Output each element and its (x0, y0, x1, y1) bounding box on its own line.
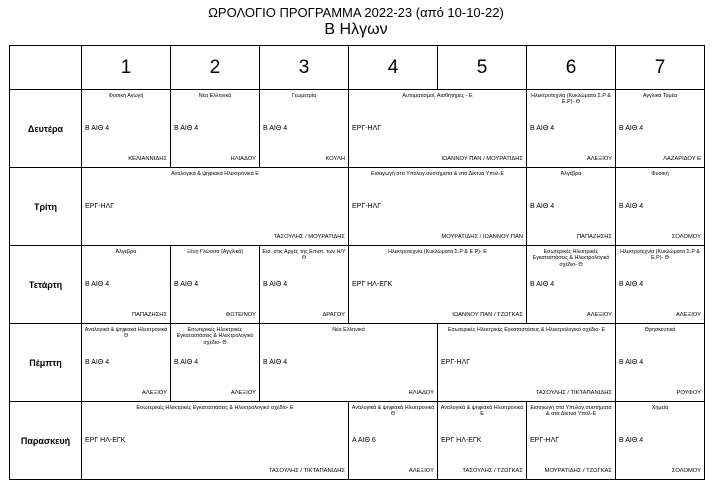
lesson-content (349, 90, 526, 167)
lesson-teacher: ΤΑΣΟΥΛΗΣ / ΤΖΩΓΚΑΣ (462, 468, 523, 475)
lesson-content (349, 402, 437, 479)
day-name: Τρίτη (10, 168, 82, 246)
lesson-subject: Φυσική Αγωγή (108, 93, 144, 99)
lesson-cell (527, 402, 616, 480)
lesson-content (438, 324, 615, 401)
period-header: 3 (260, 46, 349, 90)
lesson-cell (260, 324, 438, 402)
lesson-content (82, 402, 348, 479)
lesson-subject: Αναλογικά & ψηφιακά Ηλεκτρονικά Ε (171, 171, 259, 177)
lesson-teacher: ΗΛΙΑΔΟΥ (408, 390, 434, 397)
lesson-room: Β ΑΙΘ 4 (530, 281, 555, 288)
lesson-cell (82, 324, 171, 402)
lesson-subject: Ηλεκτροτεχνία (Κυκλώματα Σ.Ρ & Ε.Ρ)- Θ (620, 249, 700, 262)
lesson-subject: Ηλεκτροτεχνία (Κυκλώματα Σ.Ρ & Ε.Ρ)- Θ (531, 93, 611, 106)
lesson-subject: Νέα Ελληνικά (332, 327, 365, 333)
lesson-subject: Αγγλικά Τομέα (642, 93, 678, 99)
lesson-room: Β ΑΙΘ 4 (263, 125, 288, 132)
lesson-subject: Αναλογικά & ψηφιακά Ηλεκτρονικά Ε (440, 405, 524, 418)
lesson-content (616, 168, 704, 245)
lesson-content (349, 168, 526, 245)
period-header: 2 (171, 46, 260, 90)
lesson-content (171, 246, 259, 323)
lesson-room: Β ΑΙΘ 4 (530, 125, 555, 132)
lesson-room: Β ΑΙΘ 4 (85, 125, 110, 132)
lesson-cell (171, 90, 260, 168)
lesson-subject: Ηλεκτροτεχνία (Κυκλώματα Σ.Ρ & Ε.Ρ)- Ε (388, 249, 487, 255)
lesson-subject: Εσωτερικές Ηλεκτρικές Εγκαταστάσεις & Ηλεκτρολογικό σχέδιο- Θ (176, 327, 254, 346)
lesson-room: Β ΑΙΘ 4 (263, 359, 288, 366)
lesson-room: Β ΑΙΘ 4 (85, 359, 110, 366)
lesson-room: Β ΑΙΘ 4 (174, 281, 199, 288)
lesson-teacher: ΛΑΖΑΡΙΔΟΥ Ε (663, 156, 701, 163)
lesson-teacher: ΚΟΥΛΗ (325, 156, 345, 163)
lesson-content (82, 168, 348, 245)
lesson-teacher: ΤΑΣΟΥΛΗΣ / ΤΙΚΤΑΠΑΝΙΔΗΣ (535, 390, 612, 397)
period-header: 7 (616, 46, 705, 90)
lesson-content (527, 90, 615, 167)
lesson-teacher: ΗΛΙΑΔΟΥ (230, 156, 256, 163)
lesson-teacher: ΠΑΠΑΖΗΣΗΣ (576, 234, 612, 241)
lesson-subject: Θρησκευτικά (644, 327, 676, 333)
lesson-teacher: ΤΑΣΟΥΛΗΣ / ΤΙΚΤΑΠΑΝΙΔΗΣ (268, 468, 345, 475)
page-title: ΩΡΟΛΟΓΙΟ ΠΡΟΓΡΑΜΜΑ 2022-23 (από 10-10-22) (208, 5, 504, 20)
lesson-content (527, 168, 615, 245)
lesson-teacher: ΑΛΕΞΙΟΥ (586, 312, 612, 319)
lesson-teacher: ΦΩΤΕΙΝΟΥ (225, 312, 256, 319)
lesson-content (527, 402, 615, 479)
lesson-teacher: ΡΟΥΦΟΥ (676, 390, 701, 397)
lesson-subject: Εσωτερικές Ηλεκτρικές Εγκαταστάσεις & Ηλεκτρολογικό σχέδιο- Ε (136, 405, 294, 411)
lesson-teacher: ΣΟΛΟΜΟΥ (671, 468, 701, 475)
lesson-cell (616, 246, 705, 324)
day-name: Τετάρτη (10, 246, 82, 324)
lesson-subject: Άλγεβρα (115, 249, 137, 255)
period-header: 4 (349, 46, 438, 90)
lesson-teacher: ΣΟΛΟΜΟΥ (671, 234, 701, 241)
lesson-teacher: ΑΛΕΞΙΟΥ (141, 390, 167, 397)
lesson-cell (349, 402, 438, 480)
lesson-cell (616, 402, 705, 480)
lesson-content (438, 402, 526, 479)
period-header: 5 (438, 46, 527, 90)
lesson-room: ΕΡΓ ΗΛ-ΕΓΚ (352, 281, 393, 288)
lesson-cell (82, 90, 171, 168)
corner-cell (10, 46, 82, 90)
lesson-room: ΕΡΓ ΗΛ-ΕΓΚ (85, 437, 126, 444)
day-row (10, 324, 705, 402)
lesson-subject: Άλγεβρα (560, 171, 582, 177)
lesson-teacher: ΑΛΕΞΙΟΥ (675, 312, 701, 319)
lesson-room: Β ΑΙΘ 4 (85, 281, 110, 288)
lesson-teacher: ΜΟΥΡΑΤΙΔΗΣ / ΤΖΩΓΚΑΣ (544, 468, 612, 475)
lesson-cell (171, 324, 260, 402)
lesson-content (82, 90, 170, 167)
lesson-content (616, 402, 704, 479)
day-name: Παρασκευή (10, 402, 82, 480)
lesson-content (171, 324, 259, 401)
lesson-teacher: ΔΡΑΓΟΥ (322, 312, 345, 319)
lesson-room: Α ΑΙΘ 6 (352, 437, 376, 444)
lesson-room: ΕΡΓ-ΗΛΓ (85, 203, 115, 210)
day-name: Δευτέρα (10, 90, 82, 168)
lesson-teacher: ΠΑΠΑΖΗΣΗΣ (131, 312, 167, 319)
lesson-cell (616, 90, 705, 168)
lesson-cell (82, 168, 349, 246)
lesson-teacher: ΑΛΕΞΙΟΥ (408, 468, 434, 475)
lesson-teacher: ΜΟΥΡΑΤΙΔΗΣ / ΙΩΑΝΝΟΥ ΠΑΝ (441, 234, 523, 241)
lesson-room: ΕΡΓ-ΗΛΓ (352, 203, 382, 210)
lesson-cell (349, 168, 527, 246)
lesson-cell (171, 246, 260, 324)
day-name: Πέμπτη (10, 324, 82, 402)
lesson-cell (349, 90, 527, 168)
lesson-room: Β ΑΙΘ 4 (174, 359, 199, 366)
lesson-room: Β ΑΙΘ 4 (263, 281, 288, 288)
lesson-room: Β ΑΙΘ 4 (619, 203, 644, 210)
day-row (10, 402, 705, 480)
lesson-room: ΕΡΓ ΗΛ-ΕΓΚ (441, 437, 482, 444)
lesson-cell (438, 324, 616, 402)
lesson-room: Β ΑΙΘ 4 (619, 125, 644, 132)
lesson-subject: Εσωτερικές Ηλεκτρικές Εγκαταστάσεις & Ηλεκτρολογικό σχέδιο- Θ (532, 249, 610, 268)
period-header: 1 (82, 46, 171, 90)
lesson-subject: Ξένη Γλώσσα (Αγγλικά) (186, 249, 244, 255)
lesson-subject: Χημεία (651, 405, 669, 411)
lesson-subject: Φυσική (651, 171, 669, 177)
lesson-cell (527, 90, 616, 168)
lesson-teacher: ΙΩΑΝΝΟΥ ΠΑΝ / ΜΟΥΡΑΤΙΔΗΣ (441, 156, 523, 163)
lesson-content (260, 324, 437, 401)
lesson-content (82, 324, 170, 401)
lesson-subject: Αναλογικά & ψηφιακά Ηλεκτρονικά Θ (84, 327, 168, 340)
lesson-teacher: ΙΩΑΝΝΟΥ ΠΑΝ / ΤΖΩΓΚΑΣ (452, 312, 523, 319)
period-header-row (10, 46, 705, 90)
lesson-cell (349, 246, 527, 324)
lesson-content (616, 246, 704, 323)
lesson-subject: Γεωμετρία (291, 93, 317, 99)
period-header: 6 (527, 46, 616, 90)
day-row (10, 246, 705, 324)
lesson-subject: Νέα Ελληνικά (198, 93, 232, 99)
lesson-room: Β ΑΙΘ 4 (619, 359, 644, 366)
lesson-cell (82, 246, 171, 324)
lesson-cell (82, 402, 349, 480)
lesson-room: ΕΡΓ-ΗΛΓ (530, 437, 560, 444)
lesson-subject: Αναλογικά & ψηφιακά Ηλεκτρονικά Θ (351, 405, 435, 418)
lesson-cell (438, 402, 527, 480)
lesson-room: Β ΑΙΘ 4 (619, 281, 644, 288)
lesson-content (260, 246, 348, 323)
day-row (10, 90, 705, 168)
lesson-content (616, 90, 704, 167)
lesson-subject: Εισαγωγή στα Υπολογ.συστήματα & στα Δίκτυα Υπολ-Ε (530, 405, 612, 418)
lesson-cell (527, 168, 616, 246)
lesson-cell (616, 168, 705, 246)
lesson-subject: Εισ. στις Αρχές της Επιστ. των Η/Υ Θ (262, 249, 346, 262)
lesson-content (349, 246, 526, 323)
lesson-room: Β ΑΙΘ 4 (174, 125, 199, 132)
lesson-content (260, 90, 348, 167)
lesson-cell (260, 90, 349, 168)
lesson-content (527, 246, 615, 323)
lesson-cell (260, 246, 349, 324)
lesson-teacher: ΑΛΕΞΙΟΥ (230, 390, 256, 397)
lesson-cell (527, 246, 616, 324)
lesson-subject: Εσωτερικές Ηλεκτρικές Εγκαταστάσεις & Ηλεκτρολογικό σχέδιο- Ε (447, 327, 606, 333)
lesson-content (616, 324, 704, 401)
day-row (10, 168, 705, 246)
lesson-room: ΕΡΓ-ΗΛΓ (352, 125, 382, 132)
lesson-teacher: ΚΕΛΙΑΝΝΙΔΗΣ (128, 156, 167, 163)
lesson-room: Β ΑΙΘ 4 (619, 437, 644, 444)
lesson-subject: Εισαγωγή στα Υπολογ.συστήματα & στα Δίκτυα Υπολ-Ε (371, 171, 504, 177)
lesson-teacher: ΑΛΕΞΙΟΥ (586, 156, 612, 163)
lesson-room: Β ΑΙΘ 4 (530, 203, 555, 210)
lesson-content (171, 90, 259, 167)
class-title: Β Ηλγων (324, 21, 388, 38)
lesson-room: ΕΡΓ-ΗΛΓ (441, 359, 471, 366)
lesson-teacher: ΤΑΣΟΥΛΗΣ / ΜΟΥΡΑΤΙΔΗΣ (273, 234, 345, 241)
lesson-content (82, 246, 170, 323)
timetable (9, 45, 705, 480)
lesson-cell (616, 324, 705, 402)
lesson-subject: Αυτοματισμοί, Αισθητήρες - Ε (402, 93, 473, 99)
